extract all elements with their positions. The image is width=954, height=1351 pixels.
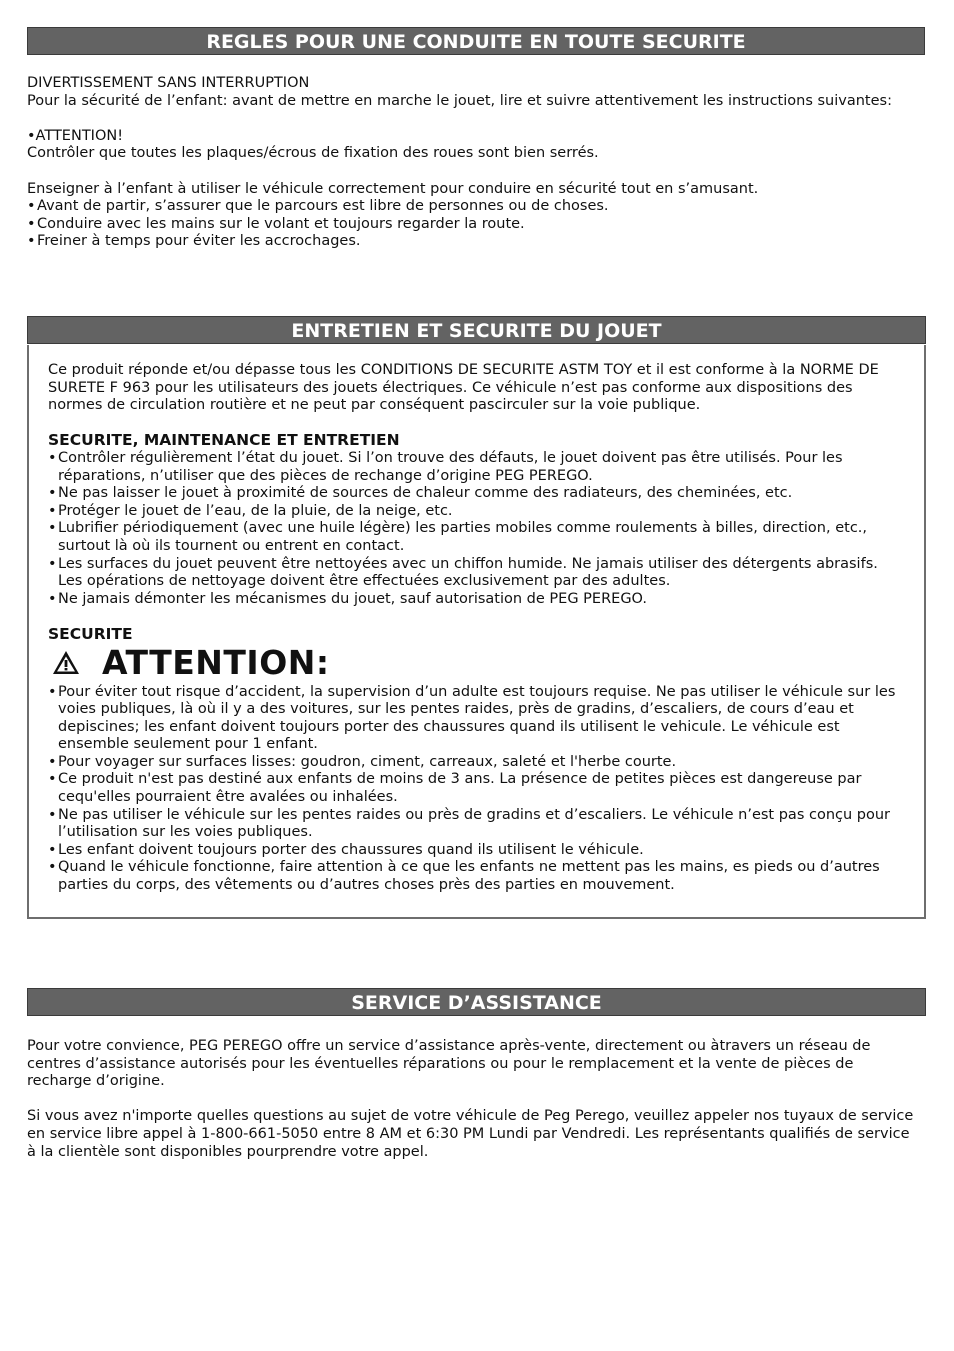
maintenance-list xyxy=(48,450,903,608)
section-header-maintenance: ENTRETIEN ET SECURITE DU JOUET xyxy=(27,316,926,344)
list-item: • Protéger le jouet de l’eau, de la pluie, de la neige, etc. xyxy=(48,503,903,521)
list-item: • Lubrifier périodiquement (avec une huile légère) les parties mobiles comme roulements à billes, direction, etc., surtout là où ils tournent ou entrent en contact. xyxy=(48,520,903,555)
list-item: • Ce produit n'est pas destiné aux enfants de moins de 3 ans. La présence de petites pièces est dangereuse par cequ'elles pourraient être avalées ou inhalées. xyxy=(48,771,903,806)
list-item: • Freiner à temps pour éviter les accrochages. xyxy=(27,233,922,251)
list-item: • Ne jamais démonter les mécanismes du jouet, sauf autorisation de PEG PEREGO. xyxy=(48,591,903,609)
attention-label: •ATTENTION! xyxy=(27,127,124,144)
list-item: • Pour voyager sur surfaces lisses: goudron, ciment, carreaux, saleté et l'herbe courte. xyxy=(48,754,903,772)
list-item: • Contrôler régulièrement l’état du jouet. Si l’on trouve des défauts, le jouet doivent pas être utilisés. Pour les réparations, n’utiliser que des pièces de rechange d’origine PEG PEREGO. xyxy=(48,450,903,485)
maintenance-box xyxy=(27,345,926,919)
list-item: • Avant de partir, s’assurer que le parcours est libre de personnes ou de choses. xyxy=(27,198,922,216)
list-item: • Conduire avec les mains sur le volant et toujours regarder la route. xyxy=(27,216,922,234)
list-item: • Pour éviter tout risque d’accident, la supervision d’un adulte est toujours requise. Ne pas utiliser le véhicule sur les voies publiques, là où il y a des voitures, sur les pentes raides, près de gradins, d’escaliers, de cours d’eau et depiscines; les enfant doivent toujours porter des chaussures quand ils utilisent le vehicule. Le véhicule est ensemble seulement pour 1 enfant. xyxy=(48,684,903,754)
teach-text: Enseigner à l’enfant à utiliser le véhicule correctement pour conduire en sécurité tout en s’amusant. xyxy=(27,180,759,197)
attention-heading xyxy=(48,642,903,682)
conformity-paragraph: Ce produit réponde et/ou dépasse tous les CONDITIONS DE SECURITE ASTM TOY et il est conforme à la NORME DE SURETE F 963 pour les utilisateurs des jouets électriques. Ce véhicule n’est pas conforme aux dispositions des normes de circulation routière et ne peut par conséquent pascirculer sur la voie publique. xyxy=(48,362,879,414)
list-item: • Quand le véhicule fonctionne, faire attention à ce que les enfants ne mettent pas les mains, es pieds ou d’autres parties du corps, des vêtements ou d’autres choses près des parties en mouvement. xyxy=(48,859,903,894)
contact-paragraph: Si vous avez n'importe quelles questions au sujet de votre véhicule de Peg Perego, veuillez appeler nos tuyaux de service en service libre appel à 1-800-661-5050 entre 8 AM et 6:30 PM Lundi par Vendredi. Les représentants qualifiés de service à la clientèle sont disponibles pourprendre votre appel. xyxy=(27,1108,914,1160)
maintenance-title: SECURITE, MAINTENANCE ET ENTRETIEN xyxy=(48,431,400,450)
list-item: • Les enfant doivent toujours porter des chaussures quand ils utilisent le véhicule. xyxy=(48,842,903,860)
section-assistance xyxy=(27,1038,917,1161)
subtitle-fun: DIVERTISSEMENT SANS INTERRUPTION xyxy=(27,75,310,91)
driving-rules-list xyxy=(27,198,922,251)
attention-word: ATTENTION: xyxy=(102,642,330,682)
section-header-safe-driving: REGLES POUR UNE CONDUITE EN TOUTE SECURITE xyxy=(27,27,925,55)
attention-text: Contrôler que toutes les plaques/écrous de fixation des roues sont bien serrés. xyxy=(27,145,599,162)
list-item: • Les surfaces du jouet peuvent être nettoyées avec un chiffon humide. Ne jamais utiliser des détergents abrasifs. Les opérations de nettoyage doivent être effectuées exclusivement par des adultes. xyxy=(48,556,903,591)
security-list xyxy=(48,684,903,895)
section-header-assistance: SERVICE D’ASSISTANCE xyxy=(27,988,926,1016)
warning-triangle-icon xyxy=(52,650,80,675)
assistance-paragraph: Pour votre convience, PEG PEREGO offre un service d’assistance après-vente, directement ou àtravers un réseau de centres d’assistance autorisés pour les éventuelles réparations ou pour le remplacement et la vente de pièces de recharge d’origine. xyxy=(27,1038,871,1090)
list-item: • Ne pas utiliser le véhicule sur les pentes raides ou près de gradins et d’escaliers. Le véhicule n’est pas conçu pour l’utilisation sur les voies publiques. xyxy=(48,807,903,842)
security-title: SECURITE xyxy=(48,624,133,643)
instructions-intro: Pour la sécurité de l’enfant: avant de mettre en marche le jouet, lire et suivre attentivement les instructions suivantes: xyxy=(27,92,892,109)
list-item: • Ne pas laisser le jouet à proximité de sources de chaleur comme des radiateurs, des cheminées, etc. xyxy=(48,485,903,503)
section-safe-driving xyxy=(27,75,922,251)
